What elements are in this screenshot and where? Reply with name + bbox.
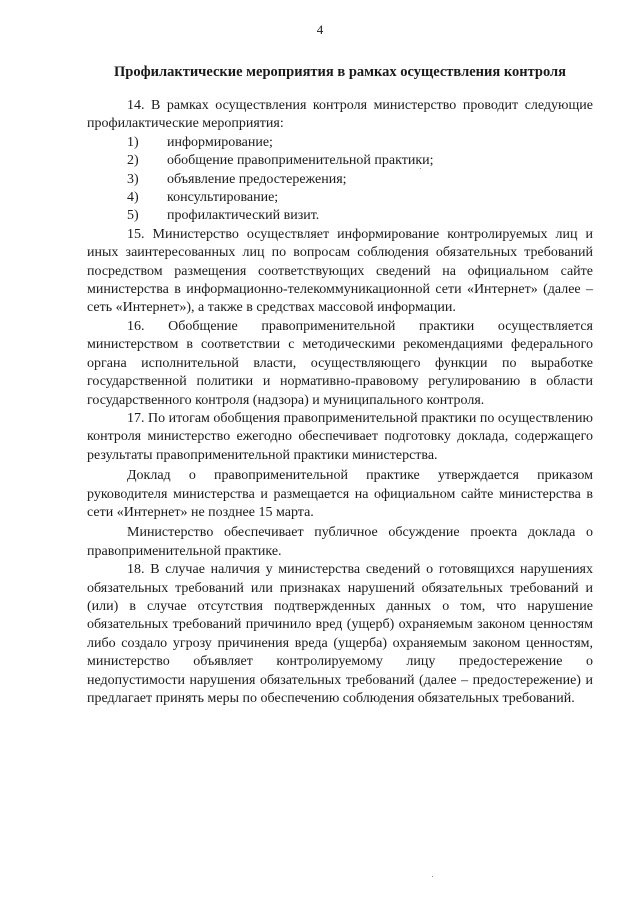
page-number: 4 — [316, 22, 324, 37]
paragraph-17: 17. По итогам обобщения правоприменительной практики по осуществлению контроля министерство ежегодно обеспечивает подготовку доклада, содержащего результаты правоприменительной практики министерства. — [87, 410, 593, 463]
paragraph-18: 18. В случае наличия у министерства сведений о готовящихся нарушениях обязательных требований или признаках нарушений обязательных требований и (или) в случае отсутствия подтвержденных данных о том, что нарушение обязательных требований причинило вред (ущерб) охраняемым законом ценностям либо создало угрозу причинения вреда (ущерба) охраняемым законом ценностям, министерство объявляет контролируемому лицу предостережение о недопустимости нарушения обязательных требований (далее – предостережение) и предлагает принять меры по обеспечению соблюдения обязательных требований. — [87, 562, 593, 706]
list-item-number: 3) — [127, 171, 139, 187]
paragraph-17-report: Доклад о правоприменительной практике утверждается приказом руководителя министерства и размещается на официальном сайте министерства в сети «Интернет» не позднее 15 марта. — [87, 468, 593, 520]
list-item-text: профилактический визит. — [167, 208, 320, 224]
list-item-text: обобщение правоприменительной практики; — [167, 153, 434, 169]
scan-speck — [420, 168, 421, 169]
section-heading: Профилактические мероприятия в рамках осуществления контроля — [113, 64, 566, 80]
list-item-number: 5) — [127, 208, 139, 224]
list-item-number: 2) — [127, 153, 139, 169]
list-item — [87, 134, 593, 152]
paragraph-14: 14. В рамках осуществления контроля министерство проводит следующие профилактические мероприятия: — [87, 98, 593, 132]
list-item — [87, 207, 593, 225]
list-item — [87, 189, 593, 207]
list-item-text: информирование; — [167, 134, 273, 150]
list-item — [87, 171, 593, 189]
list-item-number: 4) — [127, 190, 139, 206]
list-item-text: консультирование; — [167, 190, 279, 206]
list-item — [87, 152, 593, 170]
scan-speck — [432, 876, 433, 877]
paragraph-15: 15. Министерство осуществляет информирование контролируемых лиц и иных заинтересованных лиц по вопросам соблюдения обязательных требований посредством размещения соответствующих сведений на официальном сайте министерства в информационно-телекоммуникационной сети «Интернет» (далее – сеть «Интернет»), а также в средствах массовой информации. — [87, 226, 593, 316]
list-item-text: объявление предостережения; — [167, 171, 347, 187]
measures-list — [87, 134, 593, 226]
paragraph-17-discussion: Министерство обеспечивает публичное обсуждение проекта доклада о правоприменительной практике. — [87, 525, 593, 559]
document-body — [87, 97, 593, 708]
list-item-number: 1) — [127, 134, 139, 150]
paragraph-16: 16. Обобщение правоприменительной практики осуществляется министерством в соответствии с методическими рекомендациями федерального органа исполнительной власти, осуществляющего функции по выработке государственной политики и нормативно-правовому регулированию в области государственного контроля (надзора) и муниципального контроля. — [87, 318, 593, 408]
